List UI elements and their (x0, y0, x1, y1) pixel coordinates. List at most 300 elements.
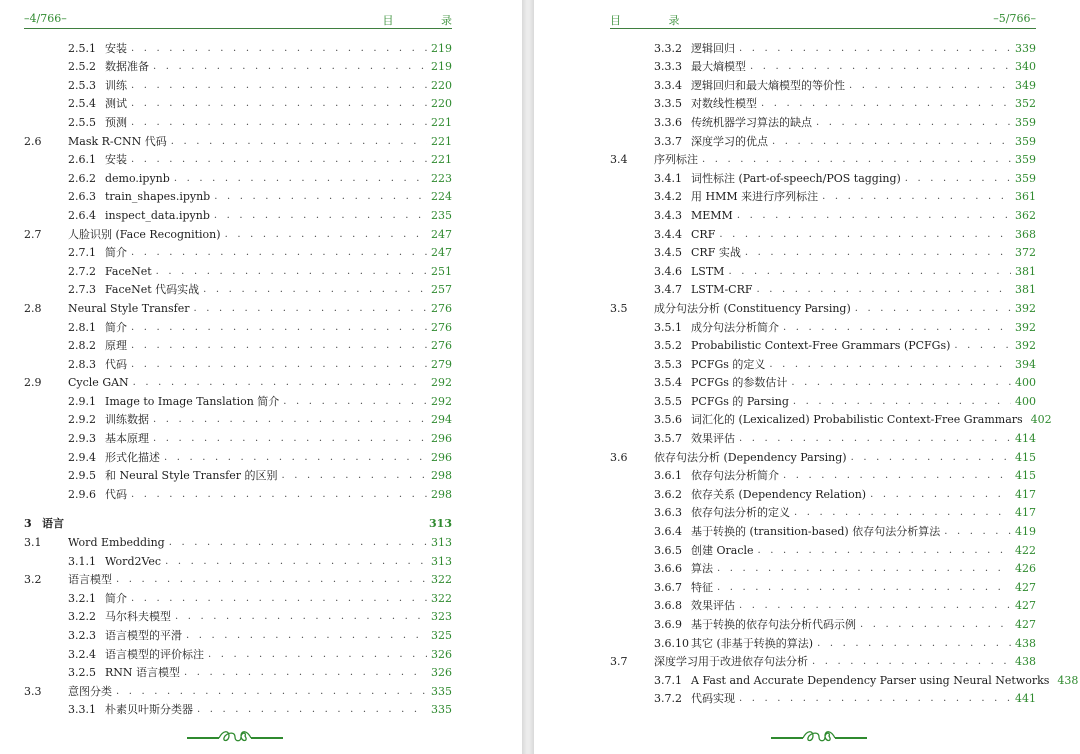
toc-entry-number: 3.3.5 (654, 97, 682, 111)
toc-entry-number: 3.6.3 (654, 506, 682, 520)
toc-subsection-entry[interactable] (610, 688, 1036, 707)
dot-leader (169, 536, 427, 550)
right-page (534, 0, 1080, 754)
toc-entry-number: 3.2.1 (68, 591, 96, 605)
toc-entry-title: LSTM (691, 264, 725, 278)
toc-entry-number: 3.4.3 (654, 208, 682, 222)
toc-entry-page[interactable]: 298 (431, 487, 452, 501)
toc-entry-page[interactable]: 219 (431, 60, 452, 74)
toc-section-entry[interactable] (610, 149, 1036, 168)
toc-entry-page[interactable]: 441 (1015, 692, 1036, 706)
toc-subsection-entry[interactable] (24, 483, 452, 502)
toc-entry-number: 3.4.5 (654, 246, 682, 260)
dot-leader (214, 190, 427, 204)
dot-leader (739, 599, 1011, 613)
toc-entry-page[interactable]: 381 (1015, 264, 1036, 278)
toc-entry-number: 3.4.2 (654, 190, 682, 204)
toc-entry-title: PCFGs 的 Parsing (691, 394, 789, 408)
dot-leader (225, 228, 427, 242)
dot-leader (905, 172, 1011, 186)
toc-entry-number: 3.6.1 (654, 469, 682, 483)
toc-entry-number: 3.6.4 (654, 525, 682, 539)
toc-subsection-entry[interactable] (610, 242, 1036, 261)
dot-leader (851, 451, 1011, 465)
toc-entry-title: 原理 (105, 339, 127, 353)
toc-subsection-entry[interactable] (24, 167, 452, 186)
toc-subsection-entry[interactable] (24, 390, 452, 409)
toc-entry-page[interactable]: 394 (1015, 357, 1036, 371)
toc-entry-page[interactable]: 400 (1015, 376, 1036, 390)
toc-subsection-entry[interactable] (610, 483, 1036, 502)
dot-leader (750, 60, 1011, 74)
toc-entry-title: 基于转换的 (transition-based) 依存句法分析算法 (691, 525, 941, 539)
toc-entry-number: 3.5.1 (654, 320, 682, 334)
toc-entry-title: 逻辑回归 (691, 41, 735, 55)
toc-entry-number: 3.3.3 (654, 60, 682, 74)
dot-leader (153, 413, 427, 427)
toc-subsection-entry[interactable] (610, 632, 1036, 651)
toc-entry-title: 依存句法分析 (Dependency Parsing) (654, 450, 847, 464)
dot-leader (783, 321, 1011, 335)
toc-entry-page[interactable]: 296 (431, 450, 452, 464)
toc-subsection-entry[interactable] (24, 111, 452, 130)
toc-entry-number: 3.2.3 (68, 629, 96, 642)
toc-entry-title: 代码实现 (691, 692, 735, 706)
toc-entry-title: 深度学习用于改进依存句法分析 (654, 655, 808, 669)
dot-leader (116, 685, 427, 699)
toc-entry-page[interactable]: 279 (431, 357, 452, 371)
dot-leader (816, 116, 1011, 130)
toc-subsection-entry[interactable] (610, 186, 1036, 205)
toc-entry-number: 3.6.6 (654, 562, 682, 576)
toc-entry-title: LSTM-CRF (691, 283, 753, 297)
toc-entry-page[interactable]: 219 (431, 41, 452, 55)
toc-subsection-entry[interactable] (24, 335, 452, 354)
toc-entry-number: 3.7.1 (654, 673, 682, 687)
toc-entry-title: Probabilistic Context-Free Grammars (PCFGs) (691, 339, 951, 353)
toc-entry-number: 2.6.2 (68, 171, 96, 185)
toc-entry-number: 3.5.4 (654, 376, 682, 390)
toc-subsection-entry[interactable] (610, 335, 1036, 354)
dot-leader (171, 135, 427, 149)
page-number-marker: –4/766– (24, 12, 67, 25)
toc-entry-title: Word2Vec (105, 554, 162, 568)
toc-subsection-entry[interactable] (24, 699, 452, 718)
toc-entry-page[interactable]: 313 (431, 554, 452, 568)
toc-entry-page[interactable]: 235 (431, 208, 452, 222)
toc-subsection-entry[interactable] (24, 204, 452, 223)
toc-entry-number: 2.8.2 (68, 339, 96, 353)
toc-entry-title: 人脸识别 (Face Recognition) (68, 227, 221, 241)
toc-entry-number: 3.5.3 (654, 357, 682, 371)
toc-entry-number: 2.7.2 (68, 264, 96, 278)
toc-entry-number: 2.9 (24, 376, 42, 390)
toc-entry-number: 3.1 (24, 536, 42, 550)
toc-entry-page[interactable]: 438 (1015, 655, 1036, 669)
toc-entry-number: 3.6.5 (654, 543, 682, 557)
dot-leader (131, 79, 427, 93)
toc-entry-number: 2.9.6 (68, 487, 96, 501)
dot-leader (944, 525, 1011, 539)
toc-entry-page[interactable]: 276 (431, 301, 452, 315)
toc-entry-page[interactable]: 257 (431, 283, 452, 297)
toc-subsection-entry[interactable] (610, 595, 1036, 614)
toc-subsection-entry[interactable] (24, 427, 452, 446)
toc-subsection-entry[interactable] (610, 56, 1036, 75)
toc-entry-number: 2.8.1 (68, 320, 96, 334)
toc-entry-number: 2.9.4 (68, 450, 96, 464)
toc-subsection-entry[interactable] (610, 372, 1036, 391)
toc-subsection-entry[interactable] (610, 167, 1036, 186)
toc-entry-number: 3.4.7 (654, 283, 682, 297)
toc-entry-number: 3.3.2 (654, 41, 682, 55)
toc-entry-page[interactable]: 221 (431, 115, 452, 129)
toc-entry-title: 意图分类 (68, 684, 112, 698)
dot-leader (131, 488, 427, 502)
dot-leader (175, 610, 427, 624)
toc-entry-title: 逻辑回归和最大熵模型的等价性 (691, 78, 845, 92)
toc-entry-title: 代码 (105, 487, 127, 501)
toc-entry-page[interactable]: 359 (1015, 115, 1036, 129)
toc-entry-title: 效果评估 (691, 432, 735, 446)
toc-entry-title: Image to Image Tanslation 简介 (105, 394, 280, 408)
toc-subsection-entry[interactable] (610, 520, 1036, 539)
toc-entry-page[interactable]: 427 (1015, 618, 1036, 631)
toc-subsection-entry[interactable] (610, 390, 1036, 409)
toc-entry-page[interactable]: 362 (1015, 208, 1036, 222)
dot-leader (131, 321, 427, 335)
dot-leader (812, 655, 1011, 669)
toc-subsection-entry[interactable] (610, 74, 1036, 93)
toc-entry-title: PCFGs 的定义 (691, 357, 766, 371)
dot-leader (791, 376, 1011, 390)
toc-entry-page[interactable]: 313 (429, 517, 452, 531)
toc-entry-page[interactable]: 372 (1015, 246, 1036, 260)
dot-leader (197, 703, 427, 717)
toc-entry-page[interactable]: 422 (1015, 543, 1036, 557)
toc-entry-number: 3.2 (24, 573, 42, 587)
section-title: 目 录 (382, 14, 474, 27)
toc-entry-title: 传统机器学习算法的缺点 (691, 115, 812, 129)
toc-entry-title: 依存句法分析简介 (691, 469, 779, 483)
toc-entry-title: 预测 (105, 115, 127, 129)
toc-subsection-entry[interactable] (610, 669, 1079, 688)
toc-entry-title: 效果评估 (691, 599, 735, 613)
toc-section-entry[interactable] (610, 651, 1036, 670)
toc-entry-page[interactable]: 322 (431, 573, 452, 587)
toc-subsection-entry[interactable] (610, 465, 1036, 484)
dot-leader (208, 648, 427, 662)
toc-subsection-entry[interactable] (610, 111, 1036, 130)
toc-entry-page[interactable]: 247 (431, 246, 452, 260)
toc-subsection-entry[interactable] (24, 74, 452, 93)
toc-chapter-entry[interactable] (24, 513, 452, 532)
toc-entry-number: 2.7.3 (68, 283, 96, 297)
toc-entry-title: 训练数据 (105, 413, 149, 427)
toc-entry-title: 简介 (105, 320, 127, 334)
toc-entry-page[interactable]: 400 (1015, 394, 1036, 408)
toc-subsection-entry[interactable] (610, 427, 1036, 446)
toc-entry-title: 创建 Oracle (691, 543, 754, 557)
dot-leader (954, 339, 1011, 353)
toc-entry-number: 3.7.2 (654, 692, 682, 706)
dot-leader (214, 209, 427, 223)
toc-subsection-entry[interactable] (24, 465, 452, 484)
toc-subsection-entry[interactable] (24, 409, 452, 428)
dot-leader (164, 451, 427, 465)
toc-subsection-entry[interactable] (24, 662, 452, 681)
toc-section-entry[interactable] (24, 531, 452, 550)
toc-entry-page[interactable]: 292 (431, 376, 452, 390)
toc-entry-page[interactable]: 352 (1015, 97, 1036, 111)
toc-entry-page[interactable]: 276 (431, 339, 452, 353)
toc-entry-number: 3.5.7 (654, 432, 682, 446)
toc-entry-page[interactable]: 359 (1015, 134, 1036, 148)
toc-entry-page[interactable]: 276 (431, 320, 452, 334)
toc-entry-page[interactable]: 415 (1015, 469, 1036, 483)
toc-subsection-entry[interactable] (24, 186, 452, 205)
toc-entry-number: 3.5.6 (654, 413, 682, 427)
toc-entry-page[interactable]: 322 (431, 591, 452, 605)
toc-entry-number: 3.2.4 (68, 647, 96, 661)
toc-entry-title: 其它 (非基于转换的算法) (691, 636, 814, 650)
toc-entry-page[interactable]: 427 (1015, 599, 1036, 613)
dot-leader (855, 302, 1011, 316)
toc-entry-page[interactable]: 415 (1015, 450, 1036, 464)
dot-leader (702, 153, 1011, 167)
toc-entry-number: 2.5.4 (68, 97, 96, 111)
toc-entry-title: FaceNet 代码实战 (105, 283, 200, 297)
dot-leader (849, 79, 1011, 93)
toc-subsection-entry[interactable] (24, 260, 452, 279)
toc-entry-page[interactable]: 313 (431, 536, 452, 550)
toc-entry-title: 词汇化的 (Lexicalized) Probabilistic Context-Free Grammars (691, 413, 1023, 427)
toc-subsection-entry[interactable] (610, 204, 1036, 223)
dot-leader (153, 432, 427, 446)
dot-leader (131, 246, 427, 260)
toc-entry-page[interactable]: 220 (431, 78, 452, 92)
toc-entry-page[interactable]: 438 (1015, 636, 1036, 650)
dot-leader (870, 488, 1011, 502)
toc-subsection-entry[interactable] (610, 130, 1036, 149)
toc-subsection-entry[interactable] (24, 446, 452, 465)
toc-entry-title: CRF (691, 227, 716, 241)
toc-entry-number: 2.7 (24, 227, 42, 241)
toc-entry-number: 3.2.2 (68, 610, 96, 624)
toc-subsection-entry[interactable] (24, 37, 452, 56)
toc-entry-title: 依存句法分析的定义 (691, 506, 790, 520)
toc-entry-number: 3.5 (610, 301, 628, 315)
toc-entry-page[interactable]: 359 (1015, 153, 1036, 167)
toc-entry-page[interactable]: 392 (1015, 339, 1036, 353)
toc-entry-page[interactable]: 381 (1015, 283, 1036, 297)
dot-leader (131, 97, 427, 111)
toc-section-entry[interactable] (610, 297, 1036, 316)
toc-entry-title: 数据准备 (105, 60, 149, 74)
toc-entry-page[interactable]: 335 (431, 703, 452, 717)
toc-entry-title: Neural Style Transfer (68, 301, 190, 315)
toc-entry-page[interactable]: 414 (1015, 432, 1036, 446)
toc-entry-title: demo.ipynb (105, 171, 170, 185)
toc-entry-page[interactable]: 292 (431, 394, 452, 408)
toc-entry-title: 深度学习的优点 (691, 134, 768, 148)
toc-entry-page[interactable]: 251 (431, 264, 452, 278)
dot-leader (131, 339, 427, 353)
toc-entry-number: 2.6 (24, 134, 42, 148)
toc-subsection-entry[interactable] (24, 242, 452, 261)
toc-subsection-entry[interactable] (24, 149, 452, 168)
toc-entry-number: 3.4.1 (654, 171, 682, 185)
toc-entry-page[interactable]: 298 (431, 469, 452, 483)
toc-section-entry[interactable] (610, 446, 1036, 465)
toc-entry-title: 对数线性模型 (691, 97, 757, 111)
toc-entry-page[interactable]: 427 (1015, 580, 1036, 594)
toc-entry-page[interactable]: 349 (1015, 78, 1036, 92)
page-header (610, 0, 1036, 29)
toc-entry-page[interactable]: 402 (1030, 413, 1052, 427)
ornament-icon (185, 730, 285, 744)
toc-subsection-entry[interactable] (610, 279, 1036, 298)
toc-subsection-entry[interactable] (24, 56, 452, 75)
toc-entry-page[interactable]: 224 (431, 190, 452, 204)
toc-entry-title: RNN 语言模型 (105, 666, 181, 680)
toc-entry-number: 3.2.5 (68, 666, 96, 680)
section-title: 目 录 (610, 14, 702, 27)
toc-subsection-entry[interactable] (24, 587, 452, 606)
toc-entry-number: 2.9.2 (68, 413, 96, 427)
toc-section-entry[interactable] (24, 297, 452, 316)
toc-subsection-entry[interactable] (24, 643, 452, 662)
toc-entry-title: 特征 (691, 580, 713, 594)
toc-entry-title: FaceNet (105, 264, 152, 278)
toc-entry-title: 形式化描述 (105, 450, 160, 464)
dot-leader (184, 666, 427, 680)
toc-entry-number: 2.7.1 (68, 246, 96, 260)
toc-entry-title: 语言模型的平滑 (105, 629, 182, 642)
toc-entry-page[interactable]: 294 (431, 413, 452, 427)
toc-subsection-entry[interactable] (610, 37, 1036, 56)
dot-leader (186, 629, 427, 643)
toc-entry-page[interactable]: 335 (431, 684, 452, 698)
toc-subsection-entry[interactable] (24, 279, 452, 298)
toc-entry-page[interactable]: 417 (1015, 487, 1036, 501)
toc-subsection-entry[interactable] (610, 409, 1052, 428)
toc-entry-page[interactable]: 326 (431, 666, 452, 680)
dot-leader (203, 283, 427, 297)
toc-entry-title: 训练 (105, 78, 127, 92)
toc-entry-title: 语言模型的评价标注 (105, 647, 204, 661)
toc-subsection-entry[interactable] (24, 93, 452, 112)
toc-subsection-entry[interactable] (24, 353, 452, 372)
toc-subsection-entry[interactable] (24, 550, 452, 569)
toc-entry-page[interactable]: 392 (1015, 301, 1036, 315)
toc-subsection-entry[interactable] (24, 624, 452, 643)
toc-entry-page[interactable]: 359 (1015, 171, 1036, 185)
toc-entry-number: 3.4.4 (654, 227, 682, 241)
toc-entry-number: 2.8.3 (68, 357, 96, 371)
toc-entry-page[interactable]: 296 (431, 432, 452, 446)
toc-entry-page[interactable]: 426 (1015, 562, 1036, 576)
toc-entry-title: 安装 (105, 153, 127, 167)
dot-leader (758, 544, 1011, 558)
toc-entry-number: 2.9.3 (68, 432, 96, 446)
toc-entry-number: 3.4 (610, 153, 628, 167)
toc-entry-page[interactable]: 220 (431, 97, 452, 111)
toc-entry-page[interactable]: 417 (1015, 506, 1036, 520)
toc-subsection-entry[interactable] (610, 576, 1036, 595)
toc-entry-number: 3.7 (610, 655, 628, 669)
dot-leader (793, 395, 1011, 409)
toc-subsection-entry[interactable] (610, 558, 1036, 577)
toc-entry-title: 安装 (105, 41, 127, 55)
toc-subsection-entry[interactable] (610, 502, 1036, 521)
dot-leader (193, 302, 427, 316)
toc-entry-page[interactable]: 323 (431, 610, 452, 624)
toc-subsection-entry[interactable] (610, 613, 1036, 632)
toc-entry-page[interactable]: 223 (431, 171, 452, 185)
toc-entry-page[interactable]: 361 (1015, 190, 1036, 204)
toc-entry-title: inspect_data.ipynb (105, 208, 210, 222)
toc-section-entry[interactable] (24, 130, 452, 149)
toc-entry-page[interactable]: 221 (431, 153, 452, 167)
dot-leader (719, 228, 1011, 242)
toc-entry-number: 3.5.2 (654, 339, 682, 353)
toc-entry-page[interactable]: 339 (1015, 41, 1036, 55)
dot-leader (737, 209, 1011, 223)
dot-leader (131, 592, 427, 606)
toc-entry-page[interactable]: 392 (1015, 320, 1036, 334)
toc-entry-page[interactable]: 247 (431, 227, 452, 241)
dot-leader (739, 42, 1011, 56)
toc-entry-number: 2.5.5 (68, 115, 96, 129)
toc-section-entry[interactable] (24, 372, 452, 391)
toc-section-entry[interactable] (24, 223, 452, 242)
toc-entry-page[interactable]: 326 (431, 647, 452, 661)
dot-leader (757, 283, 1012, 297)
toc-entry-page[interactable]: 419 (1015, 525, 1036, 539)
toc-entry-number: 3.3.6 (654, 115, 682, 129)
toc-section-entry[interactable] (24, 569, 452, 588)
toc-entry-number: 3.3 (24, 684, 42, 698)
toc-subsection-entry[interactable] (24, 606, 452, 625)
toc-entry-number: 2.6.4 (68, 208, 96, 222)
toc-entry-number: 2.5.2 (68, 60, 96, 74)
toc-entry-page[interactable]: 325 (431, 629, 452, 642)
dot-leader (131, 153, 427, 167)
toc-entry-title: A Fast and Accurate Dependency Parser using Neural Networks (691, 673, 1050, 687)
toc-subsection-entry[interactable] (24, 316, 452, 335)
page-header (24, 0, 474, 29)
toc-subsection-entry[interactable] (610, 260, 1036, 279)
toc-entry-title: 成分句法分析 (Constituency Parsing) (654, 301, 851, 315)
toc-entry-page[interactable]: 340 (1015, 60, 1036, 74)
dot-leader (116, 573, 427, 587)
toc-entry-title: 测试 (105, 97, 127, 111)
toc-subsection-entry[interactable] (610, 316, 1036, 335)
toc-entry-page[interactable]: 221 (431, 134, 452, 148)
toc-entry-title: 马尔科夫模型 (105, 610, 171, 624)
toc-subsection-entry[interactable] (610, 223, 1036, 242)
dot-leader (131, 358, 427, 372)
toc-entry-page[interactable]: 368 (1015, 227, 1036, 241)
toc-subsection-entry[interactable] (610, 353, 1036, 372)
toc-subsection-entry[interactable] (610, 93, 1036, 112)
toc-subsection-entry[interactable] (610, 539, 1036, 558)
dot-leader (745, 246, 1011, 260)
toc-section-entry[interactable] (24, 680, 452, 699)
toc-entry-title: 用 HMM 来进行序列标注 (691, 190, 819, 204)
toc-entry-page[interactable]: 438 (1057, 673, 1079, 687)
